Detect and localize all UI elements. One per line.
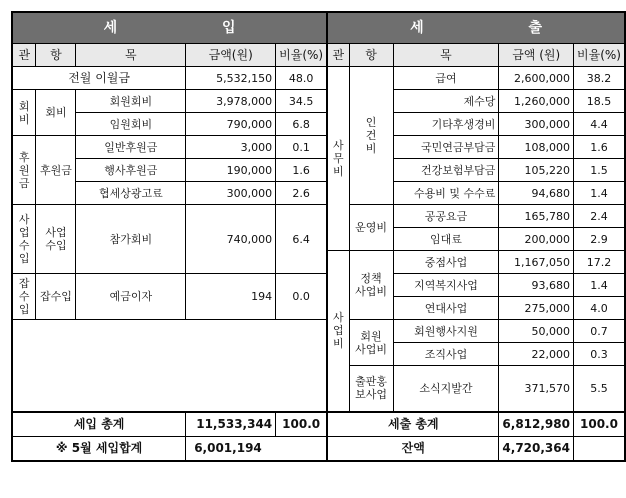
exp-amount: 50,000 xyxy=(499,320,574,343)
exp-mok: 건강보험부담금 xyxy=(393,159,499,182)
exp-mok: 임대료 xyxy=(393,228,499,251)
income-total-ratio: 100.0 xyxy=(276,412,327,437)
inc-ratio: 34.5 xyxy=(276,90,327,113)
inc-ratio: 1.6 xyxy=(276,159,327,182)
office-gwan: 사 무 비 xyxy=(327,67,349,251)
balance-ratio-empty xyxy=(573,436,625,461)
inc-ratio: 6.8 xyxy=(276,113,327,136)
misc-amount: 194 xyxy=(186,274,276,320)
misc-mok: 예금이자 xyxy=(76,274,186,320)
exp-amount: 1,260,000 xyxy=(499,90,574,113)
member-hang: 회비 xyxy=(36,90,76,136)
table-row xyxy=(12,205,625,228)
exp-mok: 기타후생경비 xyxy=(393,113,499,136)
exp-ratio: 1.4 xyxy=(573,274,625,297)
exp-mok: 소식지발간 xyxy=(393,366,499,412)
exp-amount: 371,570 xyxy=(499,366,574,412)
income-total-label: 세입 총계 xyxy=(12,412,186,437)
table-row xyxy=(12,274,625,297)
business-mok: 참가회비 xyxy=(76,205,186,274)
budget-table xyxy=(11,11,626,462)
inc-mok: 일반후원금 xyxy=(76,136,186,159)
expense-total-label: 세출 총계 xyxy=(327,412,499,437)
business-ratio: 6.4 xyxy=(276,205,327,274)
income-empty-area xyxy=(12,320,327,412)
exp-ratio: 5.5 xyxy=(573,366,625,412)
carryover-label: 전월 이월금 xyxy=(12,67,186,90)
table-row xyxy=(12,159,625,182)
may-total-label: ※ 5월 세입합계 xyxy=(12,436,186,461)
table-row xyxy=(12,182,625,205)
inc-amount: 790,000 xyxy=(186,113,276,136)
exp-ratio: 2.4 xyxy=(573,205,625,228)
business-gwan: 사 업 수 입 xyxy=(12,205,36,274)
balance-row xyxy=(12,436,625,461)
budget-sheet xyxy=(11,11,626,462)
exp-mok: 국민연금부담금 xyxy=(393,136,499,159)
col-gwan-r: 관 xyxy=(327,44,349,67)
exp-mok: 조직사업 xyxy=(393,343,499,366)
carryover-amount: 5,532,150 xyxy=(186,67,276,90)
balance-amount: 4,720,364 xyxy=(499,436,574,461)
income-header-char1: 세 xyxy=(103,19,118,36)
exp-ratio: 18.5 xyxy=(573,90,625,113)
col-mok: 목 xyxy=(76,44,186,67)
exp-mok: 회원행사지원 xyxy=(393,320,499,343)
exp-amount: 1,167,050 xyxy=(499,251,574,274)
exp-mok: 공공요금 xyxy=(393,205,499,228)
expense-header xyxy=(327,12,625,44)
exp-mok: 중점사업 xyxy=(393,251,499,274)
exp-ratio: 0.3 xyxy=(573,343,625,366)
table-row xyxy=(12,90,625,113)
exp-ratio: 1.5 xyxy=(573,159,625,182)
exp-amount: 200,000 xyxy=(499,228,574,251)
table-row xyxy=(12,320,625,343)
member-gwan: 회 비 xyxy=(12,90,36,136)
exp-amount: 93,680 xyxy=(499,274,574,297)
exp-ratio: 4.4 xyxy=(573,113,625,136)
exp-ratio: 38.2 xyxy=(573,67,625,90)
carryover-ratio: 48.0 xyxy=(276,67,327,90)
inc-mok: 임원회비 xyxy=(76,113,186,136)
inc-ratio: 0.1 xyxy=(276,136,327,159)
exp-mok: 연대사업 xyxy=(393,297,499,320)
support-gwan: 후 원 금 xyxy=(12,136,36,205)
exp-amount: 94,680 xyxy=(499,182,574,205)
member-project-hang: 회원 사업비 xyxy=(349,320,393,366)
total-row xyxy=(12,412,625,437)
exp-mok: 급여 xyxy=(393,67,499,90)
operation-hang: 운영비 xyxy=(349,205,393,251)
expense-total-amount: 6,812,980 xyxy=(499,412,574,437)
exp-amount: 165,780 xyxy=(499,205,574,228)
support-hang: 후원금 xyxy=(36,136,76,205)
exp-ratio: 2.9 xyxy=(573,228,625,251)
project-gwan: 사 업 비 xyxy=(327,251,349,412)
expense-header-char1: 세 xyxy=(410,19,424,36)
inc-amount: 3,978,000 xyxy=(186,90,276,113)
inc-mok: 행사후원금 xyxy=(76,159,186,182)
col-amount: 금액(원) xyxy=(186,44,276,67)
col-ratio-r: 비율(%) xyxy=(573,44,625,67)
table-row xyxy=(12,67,625,90)
col-amount-r: 금액 (원) xyxy=(499,44,574,67)
exp-amount: 275,000 xyxy=(499,297,574,320)
inc-mok: 협세상광고료 xyxy=(76,182,186,205)
expense-header-char2: 출 xyxy=(528,19,543,36)
business-amount: 740,000 xyxy=(186,205,276,274)
col-mok-r: 목 xyxy=(393,44,499,67)
exp-ratio: 17.2 xyxy=(573,251,625,274)
exp-ratio: 4.0 xyxy=(573,297,625,320)
exp-amount: 22,000 xyxy=(499,343,574,366)
income-header-char2: 입 xyxy=(221,19,236,36)
col-gwan: 관 xyxy=(12,44,36,67)
pub-hang: 출판홍 보사업 xyxy=(349,366,393,412)
income-total-amount: 11,533,344 xyxy=(186,412,276,437)
misc-hang: 잡수입 xyxy=(36,274,76,320)
misc-gwan: 잡 수 입 xyxy=(12,274,36,320)
column-header-row xyxy=(12,44,625,67)
exp-amount: 300,000 xyxy=(499,113,574,136)
exp-mok: 제수당 xyxy=(393,90,499,113)
business-hang: 사업 수입 xyxy=(36,205,76,274)
col-hang-r: 항 xyxy=(349,44,393,67)
inc-amount: 300,000 xyxy=(186,182,276,205)
exp-mok: 수용비 및 수수료 xyxy=(393,182,499,205)
title-row xyxy=(12,12,625,44)
inc-amount: 3,000 xyxy=(186,136,276,159)
table-row xyxy=(12,136,625,159)
exp-ratio: 1.4 xyxy=(573,182,625,205)
col-ratio: 비율(%) xyxy=(276,44,327,67)
balance-label: 잔액 xyxy=(327,436,499,461)
policy-hang: 정책 사업비 xyxy=(349,251,393,320)
exp-ratio: 0.7 xyxy=(573,320,625,343)
may-total-amount: 6,001,194 xyxy=(186,436,327,461)
exp-mok: 지역복지사업 xyxy=(393,274,499,297)
income-header xyxy=(12,12,327,44)
inc-amount: 190,000 xyxy=(186,159,276,182)
exp-amount: 105,220 xyxy=(499,159,574,182)
inc-ratio: 2.6 xyxy=(276,182,327,205)
exp-ratio: 1.6 xyxy=(573,136,625,159)
expense-total-ratio: 100.0 xyxy=(573,412,625,437)
personnel-hang: 인 건 비 xyxy=(349,67,393,205)
misc-ratio: 0.0 xyxy=(276,274,327,320)
exp-amount: 108,000 xyxy=(499,136,574,159)
inc-mok: 회원회비 xyxy=(76,90,186,113)
col-hang: 항 xyxy=(36,44,76,67)
table-row xyxy=(12,113,625,136)
exp-amount: 2,600,000 xyxy=(499,67,574,90)
